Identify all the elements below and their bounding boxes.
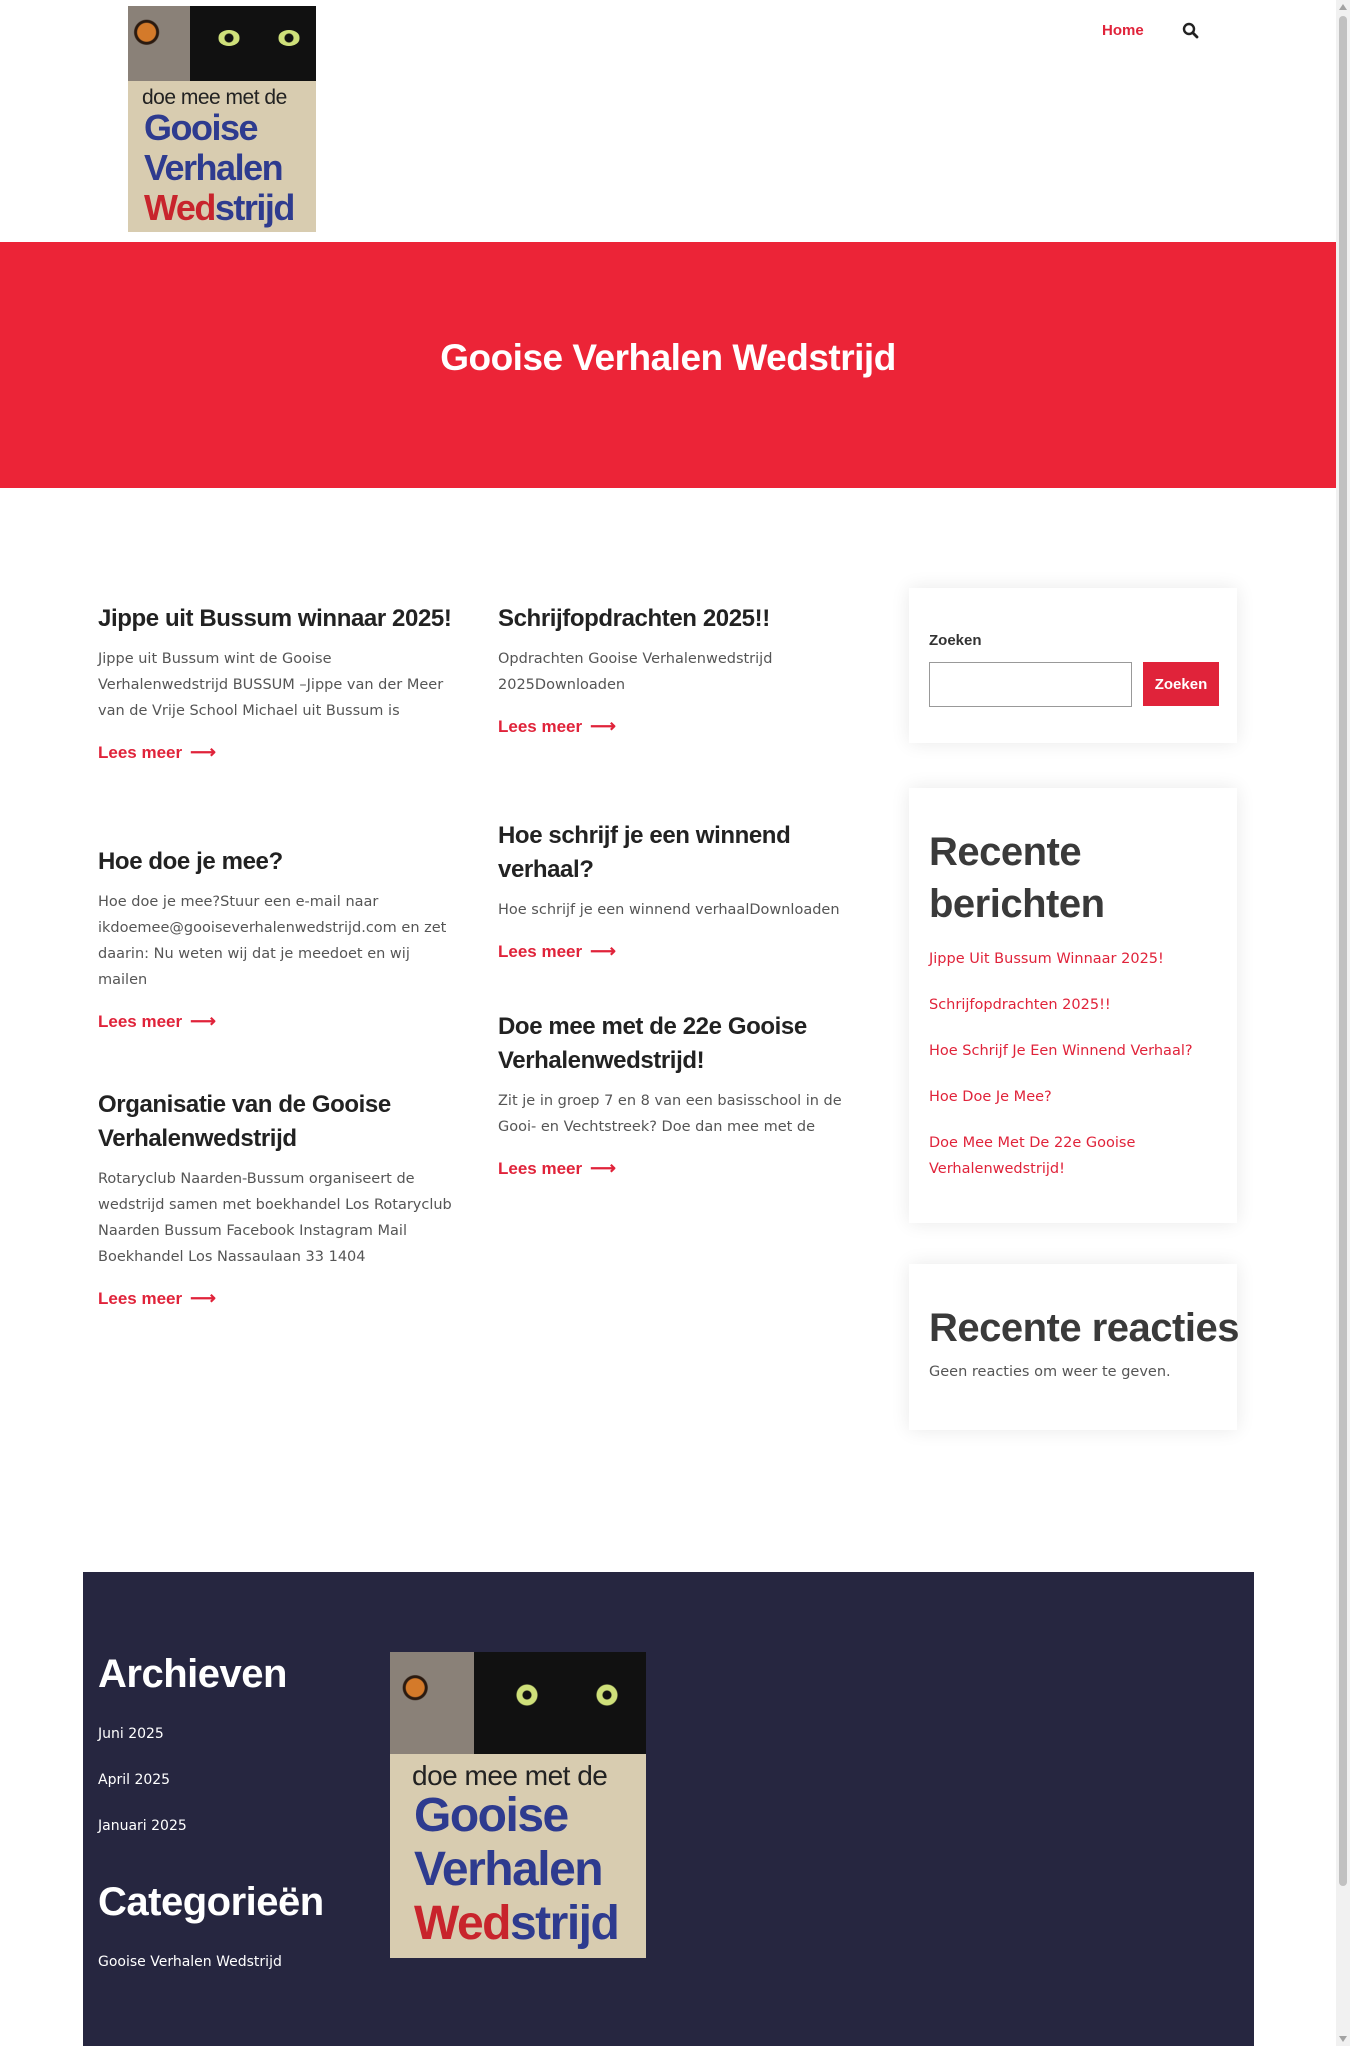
banner-title: Gooise Verhalen Wedstrijd bbox=[440, 337, 896, 378]
read-more-link[interactable]: Lees meer ⟶ bbox=[98, 742, 216, 762]
list-item bbox=[929, 946, 1219, 972]
list-item bbox=[929, 1038, 1219, 1064]
cat-photo bbox=[190, 6, 316, 81]
vertical-scrollbar[interactable] bbox=[1336, 0, 1350, 2046]
logo-text-line4: Wedstrijd bbox=[414, 1897, 619, 1950]
logo-text-line2: Gooise bbox=[414, 1789, 568, 1842]
page-banner bbox=[0, 242, 1336, 488]
archive-link[interactable]: Juni 2025 bbox=[98, 1726, 164, 1742]
list-item bbox=[929, 1130, 1219, 1182]
list-item bbox=[929, 992, 1219, 1018]
widget-title: Recente reacties bbox=[929, 1306, 1239, 1350]
cat-eye bbox=[512, 1684, 542, 1706]
archives-title: Archieven bbox=[98, 1652, 287, 1696]
post-card bbox=[98, 845, 458, 1032]
search-label: Zoeken bbox=[929, 632, 982, 649]
nav-home[interactable]: Home bbox=[1102, 22, 1144, 39]
search-input[interactable] bbox=[929, 662, 1132, 707]
recent-post-link[interactable]: Jippe Uit Bussum Winnaar 2025! bbox=[929, 951, 1164, 967]
read-more-link[interactable]: Lees meer ⟶ bbox=[498, 941, 616, 961]
post-card bbox=[498, 1010, 858, 1179]
post-card bbox=[98, 602, 458, 763]
list-item bbox=[98, 1724, 187, 1744]
arrow-right-icon: ⟶ bbox=[590, 1158, 616, 1178]
arrow-right-icon: ⟶ bbox=[190, 1011, 216, 1031]
widget-title: Recente berichten bbox=[929, 830, 1105, 926]
list-item bbox=[98, 1952, 282, 1972]
post-title[interactable]: Hoe schrijf je een winnend verhaal? bbox=[498, 822, 791, 883]
archives-list bbox=[98, 1724, 187, 1862]
categories-title: Categorieën bbox=[98, 1880, 324, 1924]
post-excerpt: Jippe uit Bussum wint de Gooise Verhalenwedstrijd BUSSUM –Jippe van der Meer van de Vrije School Michael uit Bussum is bbox=[98, 651, 444, 719]
owl-photo bbox=[390, 1652, 474, 1754]
no-comments-text: Geen reacties om weer te geven. bbox=[929, 1364, 1171, 1380]
logo-text-line4: Wedstrijd bbox=[144, 187, 294, 228]
logo-text-line2: Gooise bbox=[144, 107, 258, 148]
arrow-right-icon: ⟶ bbox=[590, 716, 616, 736]
post-excerpt: Hoe schrijf je een winnend verhaalDownloaden bbox=[498, 902, 840, 918]
post-excerpt: Opdrachten Gooise Verhalenwedstrijd 2025Downloaden bbox=[498, 651, 773, 693]
arrow-right-icon: ⟶ bbox=[190, 1288, 216, 1308]
list-item bbox=[98, 1816, 187, 1836]
scroll-down-arrow-icon[interactable] bbox=[1339, 2036, 1347, 2042]
search-widget bbox=[909, 588, 1237, 743]
arrow-right-icon: ⟶ bbox=[590, 941, 616, 961]
post-title[interactable]: Hoe doe je mee? bbox=[98, 848, 283, 875]
post-title[interactable]: Doe mee met de 22e Gooise Verhalenwedstrijd! bbox=[498, 1013, 807, 1074]
post-title[interactable]: Organisatie van de Gooise Verhalenwedstrijd bbox=[98, 1091, 391, 1152]
site-header bbox=[0, 0, 1336, 242]
archive-link[interactable]: April 2025 bbox=[98, 1772, 171, 1788]
post-excerpt: Zit je in groep 7 en 8 van een basisschool in de Gooi- en Vechtstreek? Doe dan mee met de bbox=[498, 1093, 842, 1135]
recent-post-link[interactable]: Hoe Doe Je Mee? bbox=[929, 1089, 1052, 1105]
recent-post-link[interactable]: Hoe Schrijf Je Een Winnend Verhaal? bbox=[929, 1043, 1193, 1059]
recent-comments-widget bbox=[909, 1264, 1237, 1430]
cat-photo bbox=[474, 1652, 646, 1754]
read-more-link[interactable]: Lees meer ⟶ bbox=[98, 1011, 216, 1031]
recent-post-link[interactable]: Schrijfopdrachten 2025!! bbox=[929, 997, 1111, 1013]
post-excerpt: Rotaryclub Naarden-Bussum organiseert de wedstrijd samen met boekhandel Los Rotaryclub Naarden Bussum Facebook Instagram Mail Boekhandel Los Nassaulaan 33 1404 bbox=[98, 1171, 452, 1265]
read-more-link[interactable]: Lees meer ⟶ bbox=[498, 1158, 616, 1178]
arrow-right-icon: ⟶ bbox=[190, 742, 216, 762]
logo-text-line1: doe mee met de bbox=[142, 86, 287, 109]
owl-photo bbox=[128, 6, 190, 81]
post-card bbox=[498, 602, 858, 737]
list-item bbox=[929, 1084, 1219, 1110]
search-button[interactable]: Zoeken bbox=[1143, 662, 1219, 706]
recent-posts-widget bbox=[909, 788, 1237, 1223]
post-card bbox=[498, 819, 858, 962]
footer-logo[interactable] bbox=[390, 1652, 646, 1958]
recent-posts-list bbox=[929, 946, 1219, 1202]
post-title[interactable]: Schrijfopdrachten 2025!! bbox=[498, 605, 770, 632]
logo-text-line1: doe mee met de bbox=[412, 1760, 608, 1791]
logo-text-line3: Verhalen bbox=[144, 147, 283, 188]
logo-text-line3: Verhalen bbox=[414, 1843, 603, 1896]
categories-list bbox=[98, 1952, 282, 1998]
recent-post-link[interactable]: Doe Mee Met De 22e Gooise Verhalenwedstrijd! bbox=[929, 1135, 1136, 1177]
cat-eye bbox=[218, 30, 240, 46]
read-more-link[interactable]: Lees meer ⟶ bbox=[498, 716, 616, 736]
search-icon[interactable] bbox=[1182, 22, 1200, 40]
scrollbar-thumb[interactable] bbox=[1339, 16, 1347, 1886]
cat-eye bbox=[592, 1684, 622, 1706]
post-excerpt: Hoe doe je mee?Stuur een e-mail naar ikdoemee@gooiseverhalenwedstrijd.com en zet daarin: Nu weten wij dat je meedoet en wij mailen bbox=[98, 894, 447, 988]
site-footer bbox=[83, 1572, 1254, 2046]
category-link[interactable]: Gooise Verhalen Wedstrijd bbox=[98, 1954, 282, 1970]
scroll-up-arrow-icon[interactable] bbox=[1339, 4, 1347, 10]
archive-link[interactable]: Januari 2025 bbox=[98, 1818, 187, 1834]
read-more-link[interactable]: Lees meer ⟶ bbox=[98, 1288, 216, 1308]
post-card bbox=[98, 1088, 458, 1309]
site-logo[interactable] bbox=[128, 6, 316, 232]
cat-eye bbox=[278, 30, 300, 46]
list-item bbox=[98, 1770, 187, 1790]
post-title[interactable]: Jippe uit Bussum winnaar 2025! bbox=[98, 605, 452, 632]
